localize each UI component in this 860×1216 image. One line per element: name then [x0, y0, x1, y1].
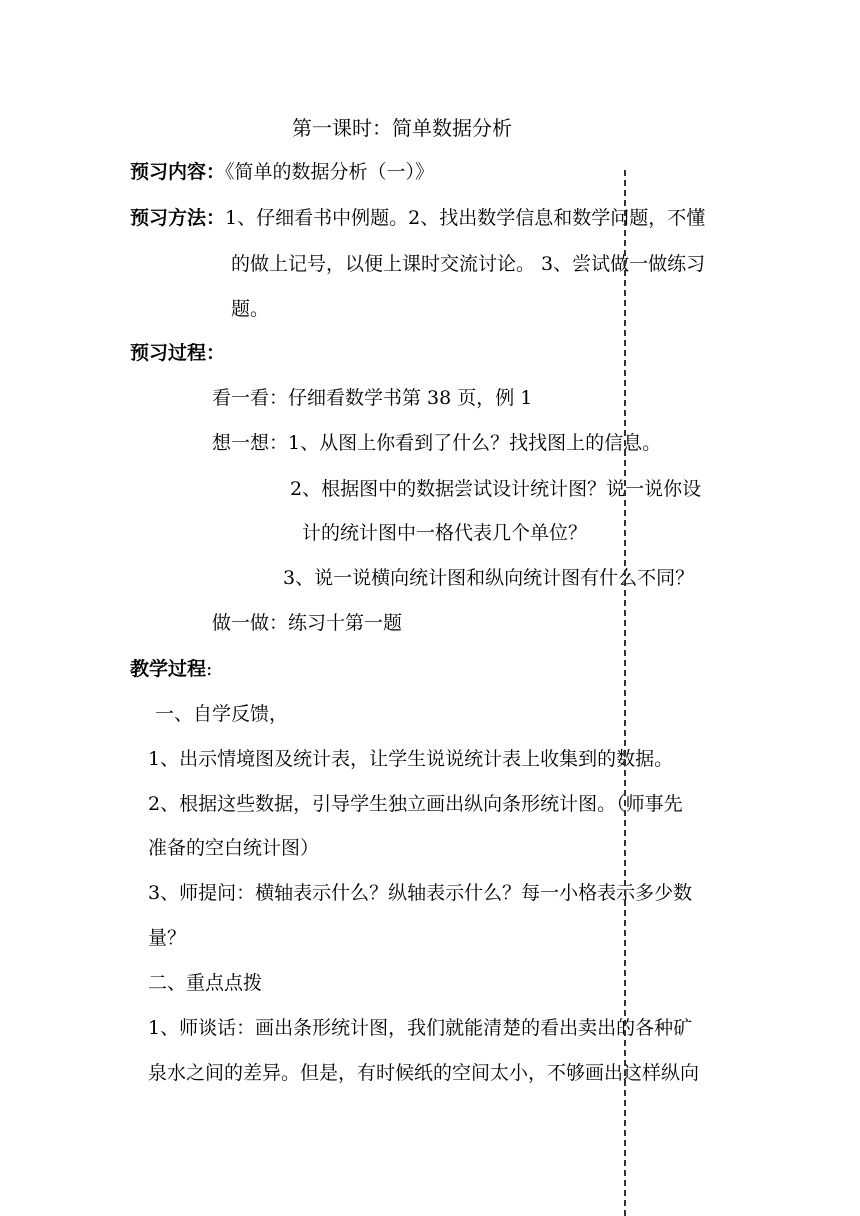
look-line: 看一看：仔细看数学书第 38 页，例 1: [212, 387, 533, 409]
preview-process-label: 预习过程：: [130, 342, 226, 364]
teaching-item-1: 1、出示情境图及统计表，让学生说说统计表上收集到的数据。: [148, 748, 674, 770]
section-1-heading: 一、自学反馈，: [155, 703, 289, 725]
teaching-process-label: 教学过程: [130, 658, 207, 680]
think-line-2: 2、根据图中的数据尝试设计统计图？说一说你设: [290, 478, 702, 500]
teaching-process-heading: [130, 657, 212, 681]
preview-method-line-3: 题。: [231, 298, 270, 320]
section-2-heading: 二、重点点拨: [148, 972, 263, 994]
preview-method-label: 预习方法：: [130, 207, 226, 229]
preview-method-line-1: [130, 206, 705, 230]
teaching-item-3: 3、师提问：横轴表示什么？纵轴表示什么？每一小格表示多少数: [148, 882, 693, 904]
do-line: 做一做：练习十第一题: [212, 612, 403, 634]
teaching-item-2-cont: 准备的空白统计图）: [148, 837, 320, 859]
teaching-item-3-cont: 量？: [148, 927, 187, 949]
preview-method-line-2: 的做上记号，以便上课时交流讨论。 3、尝试做一做练习: [231, 253, 706, 275]
think-line-1: 想一想：1、从图上你看到了什么？找找图上的信息。: [212, 432, 662, 454]
think-line-2-cont: 计的统计图中一格代表几个单位？: [302, 522, 588, 544]
dashed-fold-line: [624, 170, 626, 1216]
think-line-3: 3、说一说横向统计图和纵向统计图有什么不同？: [283, 567, 695, 589]
teaching-item-4-cont: 泉水之间的差异。但是，有时候纸的空间太小，不够画出这样纵向: [148, 1062, 700, 1084]
teaching-item-4: 1、师谈话：画出条形统计图，我们就能清楚的看出卖出的各种矿: [148, 1017, 693, 1039]
preview-content-line: [130, 160, 434, 184]
preview-content-text: 《简单的数据分析（一）》: [225, 161, 435, 183]
teaching-item-2: 2、根据这些数据，引导学生独立画出纵向条形统计图。（师事先: [148, 793, 683, 815]
preview-method-text-1: 1、仔细看书中例题。2、找出数学信息和数学问题，不懂: [225, 207, 706, 229]
teaching-process-colon: :: [206, 658, 213, 680]
page-title: 第一课时：简单数据分析: [292, 116, 512, 140]
preview-content-label: 预习内容：: [130, 161, 226, 183]
